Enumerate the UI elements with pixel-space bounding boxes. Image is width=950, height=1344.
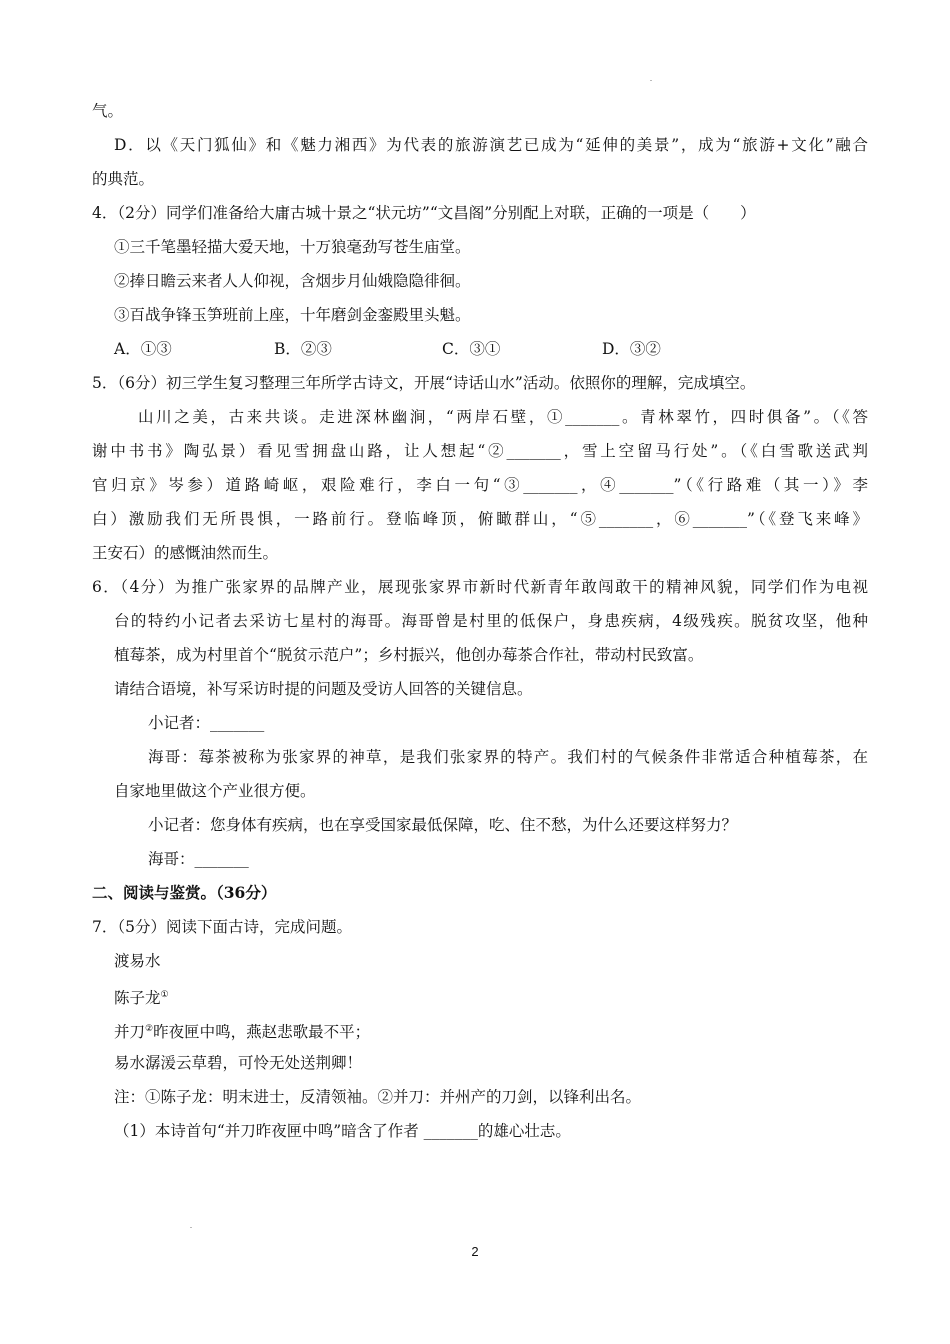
couplet-3: ③百战争锋玉笋班前上座，十年磨剑金銮殿里头魁。 [114, 306, 471, 324]
option-d-text: D．以《天门狐仙》和《魅力湘西》为代表的旅游演艺已成为“延伸的美景”，成为“旅游+文化”融合 [114, 136, 868, 154]
text-line: 台的特约小记者去采访七星村的海哥。海哥曾是村里的低保户，身患疾病，4级残疾。脱贫攻坚，他种 [114, 612, 868, 630]
text-line: 的典范。 [92, 170, 155, 188]
option-b: B．②③ [274, 340, 332, 358]
option-d: D．③② [602, 340, 661, 358]
poem-line-1: 并刀②昨夜匣中鸣，燕赵悲歌最不平； [114, 1023, 371, 1042]
poem-line-2: 易水潺湲云草碧，可怜无处送荆卿！ [114, 1054, 363, 1072]
option-c: C．③① [442, 340, 501, 358]
question-5: 5．（6分）初三学生复习整理三年所学古诗文，开展“诗话山水”活动。依照你的理解，完成填空。 [92, 374, 756, 392]
text-line: 自家地里做这个产业很方便。 [114, 782, 316, 800]
question-6: 6．（4分）为推广张家界的品牌产业，展现张家界市新时代新青年敢闯敢干的精神风貌，同学们作为电视 [92, 578, 868, 596]
couplet-2: ②捧日瞻云来者人人仰视，含烟步月仙娥隐隐徘徊。 [114, 272, 471, 290]
couplet-1: ①三千笔墨轻描大爱天地，十万狼毫劲写苍生庙堂。 [114, 238, 471, 256]
dialogue-haige-2: 海哥：_______ [148, 850, 249, 868]
text-line: 请结合语境，补写采访时提的问题及受访人回答的关键信息。 [114, 680, 533, 698]
dialogue-reporter-1: 小记者：_______ [148, 714, 265, 732]
passage-line: 官归京》岑参）道路崎岖，艰险难行，李白一句“③_______，④_______”（《行路难（其一）》李 [92, 476, 868, 494]
answer-options [92, 332, 868, 366]
passage-line: 王安石）的感慨油然而生。 [92, 544, 279, 562]
question-4: 4．（2分）同学们准备给大庸古城十景之“状元坊”“文昌阁”分别配上对联，正确的一项是（ ） [92, 204, 756, 222]
option-a: A．①③ [114, 340, 172, 358]
text-line: 植莓茶，成为村里首个“脱贫示范户”；乡村振兴，他创办莓茶合作社，带动村民致富。 [114, 646, 704, 664]
text-line: 气。 [92, 102, 124, 120]
passage-line: 白）激励我们无所畏惧，一路前行。登临峰顶，俯瞰群山，“⑤_______，⑥_______”（《登飞来峰》 [92, 510, 868, 528]
passage-line: 山川之美，古来共谈。走进深林幽涧，“两岸石壁，①_______。青林翠竹，四时俱备”。（《答 [138, 408, 868, 426]
section-heading: 二、阅读与鉴赏。（36分） [92, 883, 277, 902]
poem-notes: 注：①陈子龙：明末进士，反清领袖。②并刀：并州产的刀剑，以锋利出名。 [114, 1088, 642, 1106]
dialogue-haige-1: 海哥：莓茶被称为张家界的神草，是我们张家界的特产。我们村的气候条件非常适合种植莓茶，在 [148, 748, 868, 766]
poem-author: 陈子龙① [114, 989, 169, 1008]
exam-page [92, 94, 868, 1148]
dialogue-reporter-2: 小记者：您身体有疾病，也在享受国家最低保障，吃、住不愁，为什么还要这样努力？ [148, 816, 738, 834]
sub-question-1: （1）本诗首句“并刀昨夜匣中鸣”暗含了作者 _______的雄心壮志。 [114, 1122, 571, 1140]
poem-title: 渡易水 [114, 952, 161, 970]
page-number: 2 [471, 1244, 479, 1259]
question-7: 7．（5分）阅读下面古诗，完成问题。 [92, 918, 352, 936]
passage-line: 谢中书书》陶弘景）看见雪拥盘山路，让人想起“②_______，雪上空留马行处”。（《白雪歌送武判 [92, 442, 868, 460]
